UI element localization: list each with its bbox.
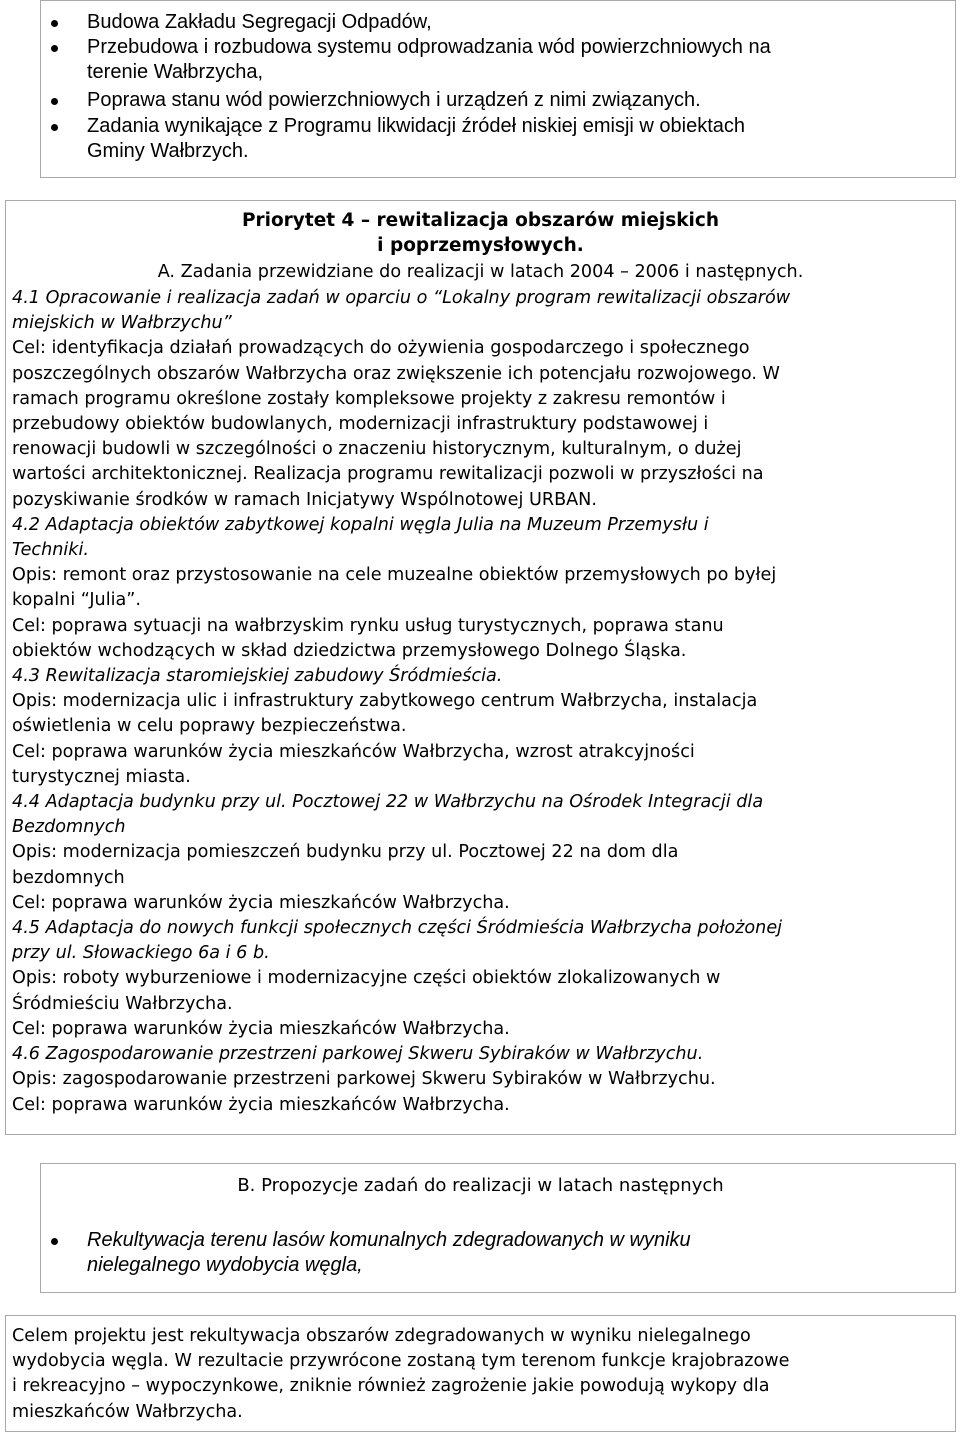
priority-line: 4.2 Adaptacja obiektów zabytkowej kopalni węgla Julia na Muzeum Przemysłu i: [12, 514, 709, 535]
priority-heading-line2: i poprzemysłowych.: [377, 235, 584, 256]
priority-line: kopalni “Julia”.: [12, 590, 141, 611]
top-bullet-item: [87, 88, 701, 113]
bullet-icon: [51, 1238, 58, 1245]
priority-line: Śródmieściu Wałbrzycha.: [12, 993, 233, 1014]
priority-line: Techniki.: [12, 540, 89, 561]
priority-line: poszczególnych obszarów Wałbrzycha oraz zwiększenie ich potencjału rozwojowego. W: [12, 363, 780, 384]
final-paragraph-line: i rekreacyjno – wypoczynkowe, zniknie również zagrożenie jakie powodują wykopy dla: [12, 1376, 770, 1397]
priority-line: Cel: poprawa warunków życia mieszkańców Wałbrzycha.: [12, 892, 510, 913]
priority-line: Opis: roboty wyburzeniowe i modernizacyjne części obiektów zlokalizowanych w: [12, 968, 721, 989]
top-bullet-item: [87, 35, 771, 85]
bullet-icon: [51, 98, 58, 105]
priority-line: 4.6 Zagospodarowanie przestrzeni parkowej Skweru Sybiraków w Wałbrzychu.: [12, 1044, 704, 1065]
top-bullet-line: terenie Wałbrzycha,: [87, 61, 263, 83]
priority-line: przebudowy obiektów budowlanych, modernizacji infrastruktury podstawowej i: [12, 414, 709, 435]
priority-line: Cel: poprawa warunków życia mieszkańców Wałbrzycha, wzrost atrakcyjności: [12, 741, 695, 762]
section-b-bullet-line: nielegalnego wydobycia węgla,: [87, 1254, 363, 1276]
priority-text: [12, 286, 790, 1118]
section-b-heading: B. Propozycje zadań do realizacji w latach następnych: [237, 1175, 724, 1196]
final-paragraph-line: Celem projektu jest rekultywacja obszarów zdegradowanych w wyniku nielegalnego: [12, 1326, 751, 1346]
bullet-icon: [51, 45, 58, 52]
priority-line: bezdomnych: [12, 867, 125, 888]
priority-line: Opis: modernizacja pomieszczeń budynku przy ul. Pocztowej 22 na dom dla: [12, 842, 679, 863]
top-bullet-line: Poprawa stanu wód powierzchniowych i urządzeń z nimi związanych.: [87, 89, 701, 111]
priority-line: Bezdomnych: [12, 817, 126, 838]
priority-line: wartości architektonicznej. Realizacja programu rewitalizacji pozwoli w przyszłości na: [12, 464, 764, 485]
priority-heading-line1: Priorytet 4 – rewitalizacja obszarów miejskich: [241, 210, 720, 231]
top-bullet-line: Zadania wynikające z Programu likwidacji źródeł niskiej emisji w obiektach: [87, 115, 746, 137]
priority-line: renowacji budowli w szczególności o znaczeniu historycznym, kulturalnym, o dużej: [12, 439, 742, 460]
top-bullet-line: Budowa Zakładu Segregacji Odpadów,: [87, 11, 432, 33]
bullet-icon: [51, 124, 58, 131]
section-b-bullet-line: Rekultywacja terenu lasów komunalnych zdegradowanych w wyniku: [87, 1229, 691, 1251]
priority-line: 4.3 Rewitalizacja staromiejskiej zabudowy Śródmieścia.: [12, 666, 503, 687]
priority-line: Cel: poprawa warunków życia mieszkańców Wałbrzycha.: [12, 1018, 510, 1039]
top-bullet-line: Przebudowa i rozbudowa systemu odprowadzania wód powierzchniowych na: [87, 36, 771, 58]
priority-line: pozyskiwanie środków w ramach Inicjatywy Wspólnotowej URBAN.: [12, 489, 597, 510]
top-bullet-line: Gminy Wałbrzych.: [87, 140, 249, 162]
priority-line: oświetlenia w celu poprawy bezpieczeństwa.: [12, 716, 407, 737]
final-paragraph-line: wydobycia węgla. W rezultacie przywrócone zostaną tym terenom funkcje krajobrazowe: [12, 1351, 790, 1372]
final-paragraph-line: mieszkańców Wałbrzycha.: [12, 1401, 243, 1422]
bullet-icon: [51, 20, 58, 27]
top-bullet-item: [87, 10, 432, 35]
priority-line: Opis: modernizacja ulic i infrastruktury zabytkowego centrum Wałbrzycha, instalacja: [12, 691, 758, 712]
priority-line: Cel: poprawa sytuacji na wałbrzyskim rynku usług turystycznych, poprawa stanu: [12, 615, 724, 636]
priority-line: turystycznej miasta.: [12, 766, 191, 787]
priority-line: ramach programu określone zostały kompleksowe projekty z zakresu remontów i: [12, 388, 726, 409]
final-paragraph: [12, 1324, 790, 1425]
priority-line: Opis: remont oraz przystosowanie na cele muzealne obiektów przemysłowych po byłej: [12, 565, 777, 586]
priority-line: obiektów wchodzących w skład dziedzictwa przemysłowego Dolnego Śląska.: [12, 640, 687, 661]
priority-line: 4.5 Adaptacja do nowych funkcji społecznych części Śródmieścia Wałbrzycha położonej: [12, 918, 783, 939]
priority-line: 4.4 Adaptacja budynku przy ul. Pocztowej 22 w Wałbrzychu na Ośrodek Integracji dla: [12, 792, 764, 813]
section-b-bullet: [87, 1228, 691, 1278]
priority-line: miejskich w Wałbrzychu”: [12, 313, 232, 334]
top-bullet-item: [87, 114, 745, 164]
priority-line: Opis: zagospodarowanie przestrzeni parkowej Skweru Sybiraków w Wałbrzychu.: [12, 1069, 716, 1090]
priority-subheading: A. Zadania przewidziane do realizacji w latach 2004 – 2006 i następnych.: [157, 262, 804, 282]
priority-line: Cel: poprawa warunków życia mieszkańców Wałbrzycha.: [12, 1094, 510, 1115]
priority-line: przy ul. Słowackiego 6a i 6 b.: [12, 943, 270, 964]
priority-line: 4.1 Opracowanie i realizacja zadań w oparciu o “Lokalny program rewitalizacji obszarów: [12, 288, 791, 308]
priority-line: Cel: identyfikacja działań prowadzących do ożywienia gospodarczego i społecznego: [12, 338, 750, 359]
